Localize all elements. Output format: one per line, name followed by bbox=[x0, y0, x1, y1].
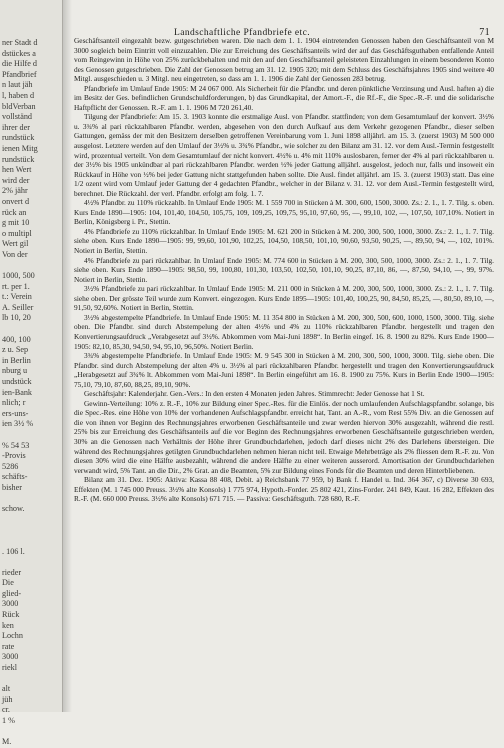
adjacent-page-fragment: rate bbox=[2, 641, 15, 651]
adjacent-page-fragment: bldVerban bbox=[2, 101, 36, 111]
adjacent-page-fragment bbox=[2, 324, 62, 335]
adjacent-page-fragment: 3000 bbox=[2, 652, 19, 662]
adjacent-page-fragment: jüh bbox=[2, 694, 13, 704]
adjacent-page-strip bbox=[0, 0, 63, 747]
adjacent-page-fragment: 3000 bbox=[2, 599, 19, 609]
adjacent-page-fragment: Rück bbox=[2, 610, 20, 620]
adjacent-page-fragment: 1000, 500 bbox=[2, 271, 35, 281]
adjacent-page-fragment: bisher bbox=[2, 482, 23, 492]
adjacent-page-fragment: 400, 100 bbox=[2, 334, 31, 344]
adjacent-page-fragment: ien-Bank bbox=[2, 387, 33, 397]
page-number: 71 bbox=[479, 27, 490, 38]
adjacent-page-fragment: riekl bbox=[2, 663, 18, 673]
adjacent-page-fragment: dstückes a bbox=[2, 48, 36, 58]
running-head bbox=[74, 0, 498, 36]
adjacent-page-fragment: undstück bbox=[2, 377, 32, 386]
document-page bbox=[74, 0, 498, 712]
adjacent-page-fragment: Lochn bbox=[2, 631, 23, 641]
adjacent-page-fragment: nlich; r bbox=[2, 398, 26, 408]
adjacent-page-fragment: ien 3½ % bbox=[2, 419, 34, 429]
adjacent-page-fragment: alt bbox=[2, 684, 11, 694]
adjacent-page-fragment bbox=[2, 557, 62, 568]
adjacent-page-fragment: in Berlin bbox=[2, 355, 31, 365]
adjacent-page-fragment: rück an bbox=[2, 207, 27, 217]
adjacent-page-fragment: ers-uns- bbox=[2, 408, 29, 418]
adjacent-page-fragment: l, haben d bbox=[2, 90, 35, 100]
adjacent-page-fragment: A. Seiller bbox=[2, 302, 34, 312]
adjacent-page-fragment: Von der bbox=[2, 249, 28, 259]
adjacent-page-fragment bbox=[2, 525, 62, 536]
adjacent-page-fragment: glied- bbox=[2, 588, 22, 598]
adjacent-page-fragment: Pfandbrief bbox=[2, 69, 37, 79]
paragraph-tilgung: Tilgung der Pfandbriefe: Am 15. 3. 1903 konnte die erstmalige Ausl. von Pfandbr. stattfinden; von dem Gesamtumlauf der konvert. 3½% u. 3¾% al pari rückzahlbaren Pfandbr. werden, abgesehen von den durch Aufkauf aus dem Verkehr gezogenen Pfandbr., dieser selben Gattungen, gemäss der mit den Besitzern derselben getroffenen Vereinbarung vom 1. Juni 1898 alljährl. am 15. 3. (zuerst 1903) M 500 000 ausgelost. Letztere werden auf den Umlauf der 3½% u. 3¾% Pfandbr., wie solcher zu den Bilanz am 31. 12. vor dem Ausl.-Termin festgestellt wird, prozentual verteilt. Von dem Gesamtumlauf der nicht konvert. 4½% u. 4% mit 110% auslosbaren, ferner der 4% al pari rückzahlbaren u. der 3½% bis 1905 unkündbar al pari rückzahlbaren Pfandbr. werden ½% jeder Gattung alljährl. ausgelost, jedoch nur, falls und insoweit ein Rückkauf in Höhe von ½% bei jeder Gattung nicht stattgefunden haben sollte. Die Ausl. findet alljährl. am 15. 3. (zuerst 1903) statt. Das eine 1/2 ozent wird vom Umlauf jeder Gattung der 4 gedachten Pfandbr., welcher in der Bilanz v. 31. 12. vor dem Ausl.-Termin festgestellt wird, berechnet. Die Rückzahl. der verl. Pfandbr. erfolgt am folg. 1. 7. bbox=[74, 112, 494, 198]
adjacent-page-fragment: schäfts- bbox=[2, 472, 28, 482]
adjacent-page-fragment: wird der bbox=[2, 175, 30, 185]
adjacent-page-fragment: Wert gil bbox=[2, 239, 29, 249]
adjacent-page-fragment: % 54 53 bbox=[2, 440, 30, 450]
adjacent-page-fragment: die Hilfe d bbox=[2, 59, 38, 69]
adjacent-page-fragment bbox=[2, 536, 62, 547]
adjacent-page-fragment: t.: Verein bbox=[2, 292, 32, 302]
adjacent-page-fragment: schow. bbox=[2, 504, 25, 514]
adjacent-page-fragment: n laut jäh bbox=[2, 80, 33, 90]
adjacent-page-fragment: cr. bbox=[2, 705, 10, 715]
adjacent-page-fragment: nburg u bbox=[2, 366, 28, 376]
adjacent-page-fragment: rieder bbox=[2, 567, 22, 577]
adjacent-page-fragment: 1 % bbox=[2, 716, 15, 725]
adjacent-page-fragment: Die bbox=[2, 578, 14, 588]
adjacent-page-fragment bbox=[2, 674, 62, 685]
paragraph-genossen: Geschäftsanteil eingezahlt bezw. gutgeschrieben waren. Die nach dem 1. 1. 1904 eintretenden Genossen haben den Geschäftsanteil von M 3000 sogleich beim Eintritt voll einzuzahlen. Die zur Erreichung des Geschäftsanteils wird der auf das Geschäftsguthaben entfallende Anteil vom Reingewinn in Höhe von 25% zurückbehalten und mit den auf den Geschäftsanteil geleisteten Einzahlungen in einem besonderen Konto des Genossen gutgeschrieben. Die Zahl der Genossen betrug am 31. 12. 1905 320; mit dem Schluss des Geschäftsjahres 1905 sind weitere 40 Mitgl. ausgeschieden u. 3 Mitgl. neu eingetreten, so dass am 1. 1. 1906 die Zahl der Genossen 283 betrug. bbox=[74, 36, 494, 84]
adjacent-page-fragments bbox=[0, 0, 62, 748]
adjacent-page-fragment bbox=[2, 260, 62, 271]
adjacent-page-fragment: -Provis bbox=[2, 451, 26, 461]
paragraph-4-pct-pari: 4% Pfandbriefe zu pari rückzahlbar. In Umlauf Ende 1905: M. 774 600 in Stücken à M. 200, 300, 500, 1000, 3000. Zs.: 2. 1., 1. 7. Tilg. siehe oben. Kurs Ende 1890—1905: 98,50, 99, 100,80, 101,30, 103,50, 102,50, 101,10, 90,25, 87,10, 86, —, 87,50, 94,10, —, 99, 97%. Notiert in Berlin, Stettin. bbox=[74, 255, 494, 284]
adjacent-page-fragment: 5286 bbox=[2, 461, 19, 471]
book-gutter bbox=[62, 0, 72, 712]
paragraph-4-pct-110: 4% Pfandbriefe zu 110% rückzahlbar. In Umlauf Ende 1905: M. 621 200 in Stücken à M. 200, 300, 500, 1000, 3000. Zs.: 2. 1., 1. 7. Tilg. siehe oben. Kurs Ende 1890—1905: 99, 99,60, 101,90, 102,25, 104,50, 108,50, 101,10, 90,60, 93,50, 90,25, —, 89,50, 94, —, 102, 101%. Notiert in Berlin, Stettin. bbox=[74, 226, 494, 256]
adjacent-page-fragment: onvert d bbox=[2, 196, 30, 206]
paragraph-geschaeftsjahr: Geschäftsjahr: Kalenderjahr. Gen.-Vers.: In den ersten 4 Monaten jeden Jahres. Stimmrecht: Jeder Genosse hat 1 St. bbox=[84, 389, 425, 399]
adjacent-page-fragment bbox=[2, 515, 62, 526]
adjacent-page-fragment: ken bbox=[2, 620, 14, 630]
paragraph-bilanz: Bilanz am 31. Dez. 1905: Aktiva: Kassa 88 408, Debit. a) Reichsbank 77 959, b) Bank f. Handel u. Ind. 364 367, c) Diverse 30 693, Effekten (M. 1 745 000 Preuss. 3½% alte Konsols) 1 775 974, Hypoth.-Forder. 25 802 421, Zins-Forder. 241 849, Kaut. 16 282, Effekten des R.-F. (M. 660 000 Preuss. 3½% alte Konsols) 671 715. — Passiva: Geschäftsguth. 728 680, R.-F. bbox=[74, 475, 494, 504]
adjacent-page-fragment: g mit 10 bbox=[2, 218, 30, 228]
running-head-title: Landschaftliche Pfandbriefe etc. bbox=[174, 28, 310, 38]
body-text bbox=[74, 36, 498, 504]
paragraph-4-5-pct-110: 4½% Pfandbr. zu 110% rückzahlb. In Umlauf Ende 1905: M. 1 559 700 in Stücken à M. 300, 600, 1500, 3000. Zs.: 2. 1., 1. 7. Tilg. s. oben. Kurs Ende 1890—1905: 104, 101,40, 104,50, 105,75, 109, 109,25, 109,75, 95,10, 97,60, 95, —, 99,10, 102, —, 107,50, 107,10%. Notiert in Berlin, Königsberg i. Pr., Stettin. bbox=[74, 198, 494, 227]
paragraph-pfandbriefe-umlauf: Pfandbriefe im Umlauf Ende 1905: M 24 067 000. Als Sicherheit für die Pfandbr. und deren pünktliche Verzinsung und Ausl. haften a) die im Besitz der Ges. befindlichen Grundschuldforderungen, b) das Grundkapital, der Amort.-F., die Rf.-F., die Spec.-R.-F. und die solidarische Haftpflicht der Genossen. R.-F. am 1. 1. 1906 M 720 261,40. bbox=[74, 83, 494, 112]
adjacent-page-fragment: z u. Sep bbox=[2, 345, 29, 355]
adjacent-page-fragment: . 106 l. bbox=[2, 546, 25, 556]
adjacent-page-fragment: rundstück bbox=[2, 154, 35, 164]
adjacent-page-fragment: hen Wert bbox=[2, 165, 32, 175]
paragraph-3-75-pct-gestempelt: 3¾% abgestempelte Pfandbriefe. In Umlauf Ende 1905: M. 9 545 300 in Stücken à M. 200, 300, 500, 1000, 3000. Tilg. siehe oben. Die Pfandbr. sind durch Abstempelung der alten 4% u. 3½% al pari rückzahlbaren Pfandbr. hergestellt und tragen den Konvertierungsaufdruck „Herabgesetzt auf 3¾% lt. Abkommen vom Mai-Juni 1898“. In Berlin eingeführt am 16. 8. 1900 zu 75%. Kurs in Berlin Ende 1900—1905: 75,10, 79,10, 87,60, 88,25, 89,10, 90%. bbox=[74, 351, 494, 389]
paragraph-3-5-pct-pari: 3½% Pfandbriefe zu pari rückzahlbar. In Umlauf Ende 1905: M. 211 000 in Stücken à M. 200, 300, 500, 1000, 3000. Zs.: 2. 1., 1. 7. Tilg. siehe oben. Der grösste Teil wurde zum Konvert. eingezogen. Kurs Ende 1895—1905: 101,40, 100,25, 90, 84,50, 85,25, —, 80,50, 89,10, —, 91,50, 92,60%. Notiert in Berlin, Stettin. bbox=[74, 284, 494, 313]
adjacent-page-fragment: ner Stadt d bbox=[2, 38, 38, 47]
adjacent-page-fragment: o multipl bbox=[2, 228, 32, 238]
adjacent-page-fragment: 2% jähr bbox=[2, 186, 28, 196]
adjacent-page-fragment: rt. per 1. bbox=[2, 281, 30, 291]
adjacent-page-fragment: M. bbox=[2, 737, 12, 747]
adjacent-page-fragment: rundstück bbox=[2, 133, 35, 143]
paragraph-gewinn-verteilung: Gewinn-Verteilung: 10% z. R.-F., 10% zur Bildung einer Spec.-Res. für die Einlös. der noch umlaufenden Aufschlagspfandbr. solange, bis die Spec.-Res. eine Höhe von 10% der vorhandenen Aufschlagspfandbr. erreicht hat, Tant. an A.-R., vom Rest 55% Div. an die Genossen auf die von ihnen vor Beginn des Rechnungsjahres erworbenen Geschäftsanteile und zwar werden hiervon 30% ausgezahlt, während die restl. 25% bis zur Erreichung des Geschäftsanteils auf die vor Beginn des Rechnungsjahres erworbenen Geschäftsanteile gutgeschrieben werden, 30% an die Genossen nach Verhältnis der Höhe ihrer Grundbuchdarlehen, jedoch darf dieses nicht 2% des Darlehens übersteigen. Die während des Rechnungsjahres getilgten Grundbuchdarlehen nehmen hieran nicht teil. Etwaige Mehrbeträge als 2% fliessen dem R.-F. zu. Von diesen 30% wird die eine Hälfte ausbezahlt, während die andere Hälfte zu einer weiteren ausserord. Amortisation der Grundbuchdarlehen verwandt wird, 5% Tant. an die Dir., 2% Grat. an die Beamten, 5% zur Bildung eines Fonds für die Beamten und deren Hinterbliebenen. bbox=[74, 398, 494, 475]
adjacent-page-fragment: ihrer der bbox=[2, 122, 30, 132]
adjacent-page-fragment bbox=[2, 494, 62, 505]
adjacent-page-fragment: lb 10, 20 bbox=[2, 313, 31, 323]
adjacent-page-fragment: vollständ bbox=[2, 112, 33, 122]
adjacent-page-fragment: ienen Mitg bbox=[2, 143, 38, 153]
adjacent-page-fragment bbox=[2, 430, 62, 441]
adjacent-page-fragment bbox=[2, 727, 62, 738]
paragraph-3-5-pct-gestempelt: 3½% abgestempelte Pfandbriefe. In Umlauf Ende 1905: M. 11 354 800 in Stücken à M. 200, 300, 500, 600, 1000, 1500, 3000. Tilg. siehe oben. Die Pfandbr. sind durch Abstempelung der alten 4½% und 4% zu 110% rückzahlbaren Pfandbr. hergestellt und tragen den Konvertierungsaufdruck „Verabgesetzt auf 3½%. Abkommen vom Mai-Juni 1898“. In Berlin eingef. 16. 8. 1900 zu 82%. Kurs Ende 1900—1905: 82,10, 85,30, 94,50, 94, 95,10, 96,50%. Notiert Berlin. bbox=[74, 312, 494, 351]
